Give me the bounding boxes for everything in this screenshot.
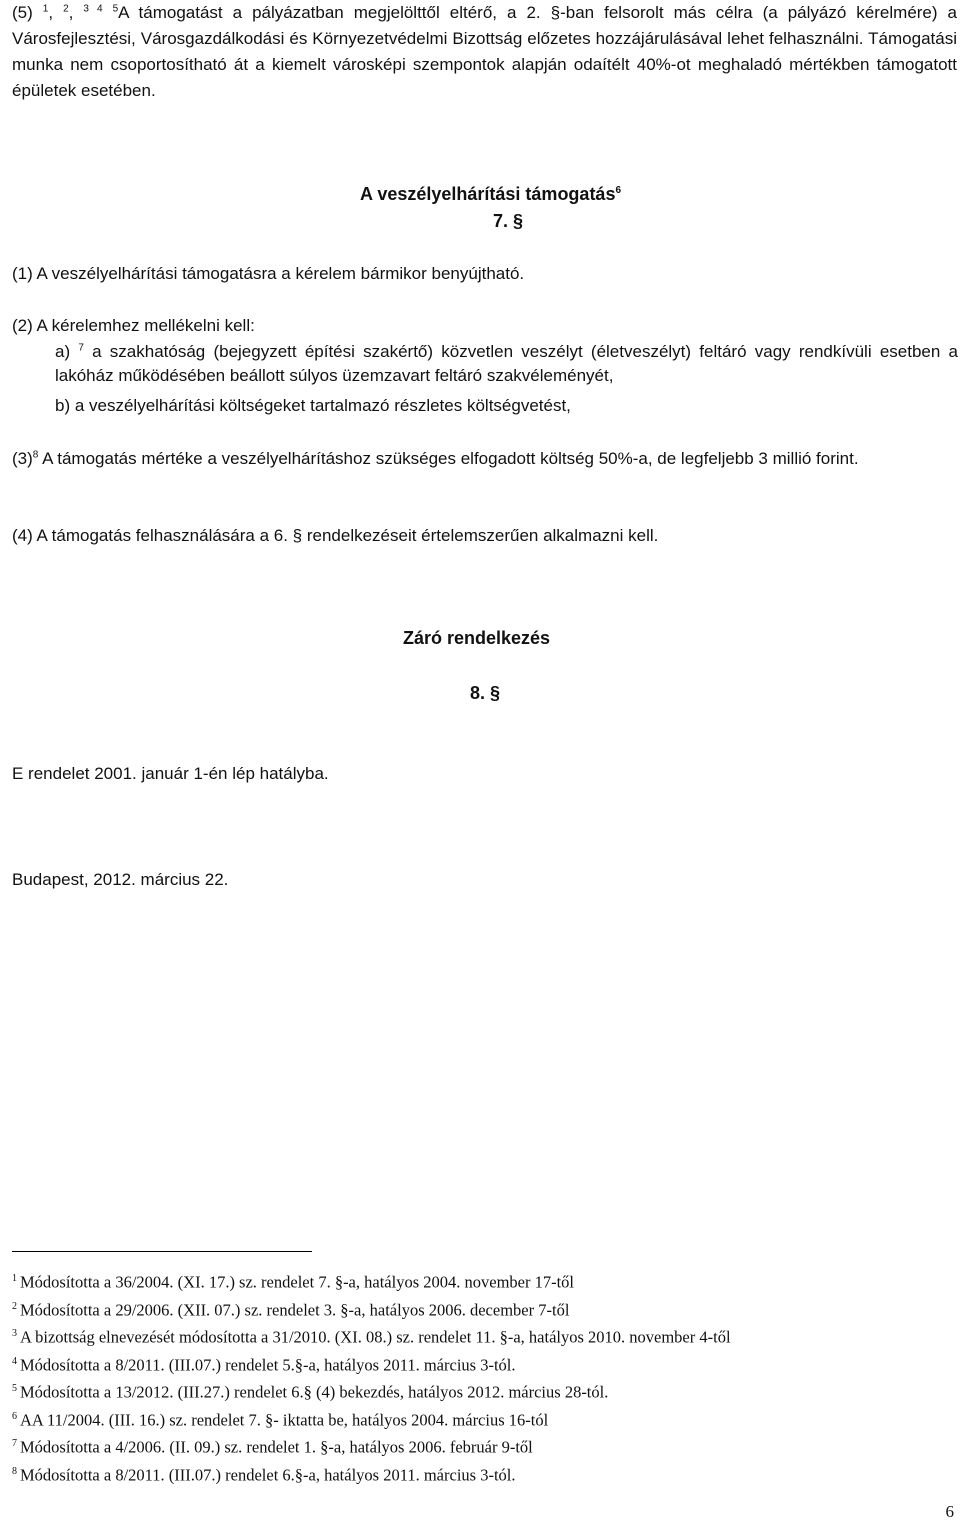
page-number: 6 — [945, 1502, 954, 1521]
footnotes — [12, 1267, 952, 1487]
paragraph-5-prefix: (5) — [12, 3, 43, 22]
footnote — [12, 1432, 952, 1460]
footnote-ref-1[interactable]: 1 — [42, 3, 49, 15]
section-7-title — [360, 184, 621, 205]
footnote — [12, 1295, 952, 1323]
section-7-paragraph-3 — [12, 449, 957, 469]
section-7-title-text: A veszélyelhárítási támogatás — [360, 184, 616, 204]
footnote-number: 8 — [12, 1465, 17, 1477]
enactment-clause: E rendelet 2001. január 1-én lép hatályba. — [12, 764, 329, 783]
separator: , — [48, 3, 64, 22]
footnote — [12, 1267, 952, 1295]
paragraph-3-label: (3) — [12, 449, 33, 468]
footnote — [12, 1377, 952, 1405]
section-8-title: Záró rendelkezés — [403, 628, 551, 648]
section-7-number: 7. § — [493, 211, 524, 231]
footnote — [12, 1405, 952, 1433]
footnote-ref-2[interactable]: 2 — [63, 3, 69, 15]
footnote-text: Módosította a 13/2012. (III.27.) rendelet 6.§ (4) bekezdés, hatályos 2012. március 28-tól. — [20, 1382, 609, 1402]
footnote-text: Módosította a 36/2004. (XI. 17.) sz. rendelet 7. §-a, hatályos 2004. november 17-től — [20, 1272, 575, 1292]
section-8-number: 8. § — [470, 683, 501, 703]
footnote-text: Módosította a 8/2011. (III.07.) rendelet 6.§-a, hatályos 2011. március 3-tól. — [20, 1465, 516, 1484]
footnote-number: 3 — [12, 1328, 17, 1339]
footnote — [12, 1322, 952, 1350]
footnote-number: 2 — [12, 1300, 17, 1312]
footnote-number: 5 — [12, 1383, 17, 1394]
footnote-number: 4 — [12, 1355, 17, 1367]
footnote-text: Módosította a 4/2006. (II. 09.) sz. rendelet 1. §-a, hatályos 2006. február 9-től — [20, 1437, 533, 1457]
paragraph-3-text: A támogatás mértéke a veszélyelhárításhoz szükséges elfogadott költség 50%-a, de legfeljebb 3 millió forint. — [38, 449, 859, 468]
footnote-ref-7[interactable]: 7 — [78, 342, 84, 354]
separator — [103, 3, 113, 22]
footnote-number: 7 — [12, 1438, 17, 1449]
footnote-number: 6 — [12, 1410, 17, 1422]
footnote-ref-8[interactable]: 8 — [32, 449, 39, 461]
footnote-ref-5[interactable]: 5 — [112, 3, 119, 15]
paragraph-5 — [12, 0, 957, 104]
footnote-text: AA 11/2004. (III. 16.) sz. rendelet 7. §- iktatta be, hatályos 2004. március 16-tól — [20, 1410, 549, 1429]
section-7-paragraph-4: (4) A támogatás felhasználására a 6. § rendelkezéseit értelemszerűen alkalmazni kell. — [12, 526, 659, 545]
section-7-item-b: b) a veszélyelhárítási költségeket tartalmazó részletes költségvetést, — [55, 396, 571, 415]
footnote-text: A bizottság elnevezését módosította a 31/2010. (XI. 08.) sz. rendelet 11. §-a, hatályos 2010. november 4-től — [20, 1327, 731, 1347]
section-7-paragraph-2: (2) A kérelemhez mellékelni kell: — [12, 316, 255, 335]
footnote-number: 1 — [12, 1273, 17, 1284]
footnote-text: Módosította a 8/2011. (III.07.) rendelet 5.§-a, hatályos 2011. március 3-tól. — [20, 1355, 516, 1374]
footnote-text: Módosította a 29/2006. (XII. 07.) sz. rendelet 3. §-a, hatályos 2006. december 7-től — [20, 1300, 570, 1319]
item-a-label: a) — [55, 342, 79, 361]
footnote — [12, 1350, 952, 1378]
footnote — [12, 1460, 952, 1488]
item-a-text: a szakhatóság (bejegyzett építési szakértő) közvetlen veszélyt (életveszélyt) feltáró vagy rendkívüli esetben a lakóház működésében beállott súlyos üzemzavart feltáró szakvéleményét, — [55, 342, 958, 385]
footnote-ref-3-4[interactable]: 3 4 — [83, 3, 103, 15]
separator: , — [68, 3, 84, 22]
section-7-item-a — [55, 340, 958, 388]
paragraph-5-text: A támogatást a pályázatban megjelölttől eltérő, a 2. §-ban felsorolt más célra (a pályázó kérelmére) a Városfejlesztési, Városgazdálkodási és Környezetvédelmi Bizottság előzetes hozzájárulásával lehet felhasználni. Támogatási munka nem csoportosítható át a kiemelt városképi szempontok alapján odaítélt 40%-ot meghaladó mértékben támogatott épületek esetében. — [12, 3, 958, 100]
place-and-date: Budapest, 2012. március 22. — [12, 870, 229, 889]
section-7-paragraph-1: (1) A veszélyelhárítási támogatásra a kérelem bármikor benyújtható. — [12, 264, 525, 283]
footnote-ref-6[interactable]: 6 — [615, 185, 622, 196]
footnote-separator — [12, 1251, 312, 1252]
